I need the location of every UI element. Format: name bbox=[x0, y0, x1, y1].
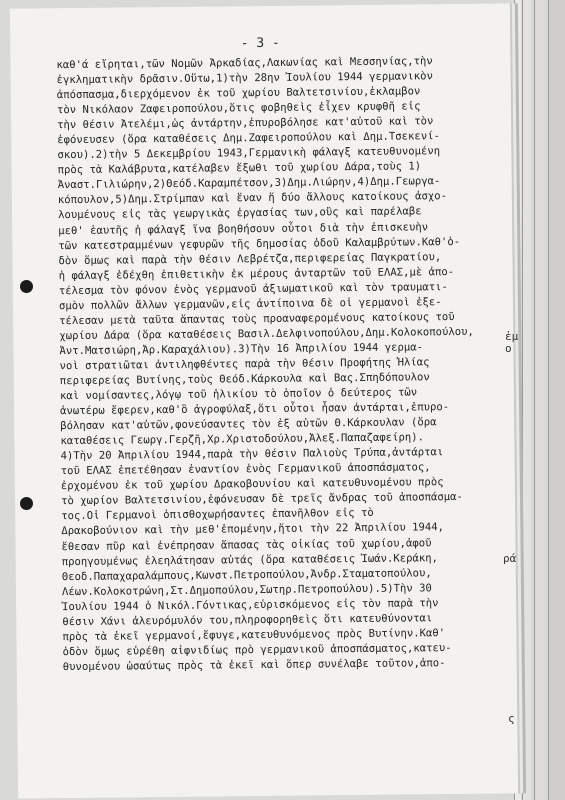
text-line: καταθέσεις Γεωργ.Γερζῆ,Χρ.Χριστοδούλου,Ἀλεξ.Παπαζαφείρη). bbox=[60, 431, 425, 448]
text-line: Ἰουλίου 1944 ὁ Νικόλ.Γόντικας,εὑρισκόμενος εἰς τὸν παρὰ τὴν bbox=[62, 596, 439, 613]
text-line: νοὶ στρατιῶται ἀντιληφθέντες παρὰ τὴν θέσιν Προφήτης Ἠλίας bbox=[59, 356, 430, 373]
text-line: Ἀναστ.Γιλιώρην,2)Θεόδ.Καραμπέτσον,3)Δημ.Λιώρην,4)Δημ.Γεωργα- bbox=[57, 175, 441, 192]
text-line: τὸν Νικόλαον Ζαφειροπούλου,ὅτις φοβηθεὶς ἐἶχεν κρυφθῆ εἰς bbox=[56, 100, 421, 117]
text-line: θέσιν Χάνι ἀλευρόμυλόν του,πληροφορηθεὶς ὅτι κατευθύνονται bbox=[62, 611, 433, 628]
text-line: περιφερείας Βυτίνης,τοὺς Θεόδ.Κάρκουλα καὶ Βας.Σπηδόπουλον bbox=[59, 371, 430, 388]
text-line: καὶ νομίσαντες,λόγῳ τοῦ ἡλικίου τὸ ὁποῖον ὁ δεύτερος τῶν bbox=[59, 386, 418, 403]
text-line: Λέων.Κολοκοτρώνη,Στ.Δημοπούλου,Σωτηρ.Πετροπούλου).5)Τὴν 30 bbox=[61, 581, 432, 598]
text-line: ἐρχομένου ἐκ τοῦ χωρίου Δρακοβουνίου καὶ κατευθυνομένου πρὸς bbox=[60, 476, 444, 493]
text-line: δὸν ὅμως καὶ παρὰ τὴν θέσιν Λεβρέτζα,περιφερείας Παγκρατίου, bbox=[58, 250, 442, 267]
text-line: Δρακοβούνιον καὶ τὴν μεθ'ἐπομένην,ἤτοι τὴν 22 Ἀπριλίου 1944, bbox=[61, 521, 445, 538]
text-line: τος.Οἱ Γερμανοὶ ὀπισθοχωρήσαντες ἐπανῆλθον εἰς τὸ bbox=[61, 507, 374, 523]
text-line: ἔθεσαν πῦρ καὶ ἐνέπρησαν ἅπασας τὰς οἰκίας τοῦ χωρίου,ἀφοῦ bbox=[61, 536, 432, 553]
text-line: ἐγκληματικὴν δρᾶσιν.Οὕτω,1)τὴν 28ην Ἰουλίου 1944 γερμανικὸν bbox=[56, 70, 433, 87]
text-line: ἐφόνευσεν (ὅρα καταθέσεις Δημ.Ζαφειροπούλου καὶ Δημ.Τσεκενί- bbox=[57, 130, 440, 147]
margin-mark: ρά bbox=[503, 552, 517, 565]
document-page bbox=[10, 3, 518, 798]
text-line: χωρίου Δάρα (ὅρα καταθέσεις Βασιλ.Δελφινοπούλου,Δημ.Κολοκοπούλου, bbox=[59, 325, 474, 342]
text-line: τοῦ ΕΛΑΣ ἐπετέθησαν ἐναντίον ἑνὸς Γερμανικοῦ ἀποσπάσματος, bbox=[60, 461, 431, 478]
text-line: βόλησαν κατ'αὐτῶν,φονεύσαντες τὸν ἐξ αὐτῶν Θ.Κάρκουλαν (ὅρα bbox=[60, 416, 437, 433]
text-line: ἡ φάλαγξ ἐδέχθη ἐπιθετικὴν ἐκ μέρους ἀνταρτῶν τοῦ ΕΛΑΣ,μὲ ἀπο- bbox=[58, 265, 455, 282]
text-line: τέλεσαν μετὰ ταῦτα ἅπαντας τοὺς προαναφερομένους κατοίκους τοῦ bbox=[59, 310, 455, 327]
text-line: προηγουμένως ἐλεηλάτησαν αὐτάς (ὅρα καταθέσεις Ἰωάν.Κεράκη, bbox=[61, 551, 439, 568]
stacked-page-edge-2 bbox=[522, 0, 531, 800]
punch-hole-bottom bbox=[20, 497, 33, 510]
text-line: Θεοδ.Παπαχαραλάμπους,Κωνστ.Πετροπούλου,Ἀνδρ.Σταματοπούλου, bbox=[61, 566, 432, 583]
text-line: τέλεσμα τὸν φόνον ἑνὸς γερμανοῦ ἀξιωματικοῦ καὶ τὸν τραυματι- bbox=[58, 280, 448, 297]
text-line: κόπουλον,5)Δημ.Στρίμπαν καὶ ἕναν ἤ δύο ἄλλους κατοίκους ἀσχο- bbox=[57, 190, 447, 207]
text-line: καθ'ά εἴρηται,τῶν Νομῶν Ἀρκαδίας,Λακωνίας καὶ Μεσσηνίας,τὴν bbox=[56, 55, 433, 72]
text-line: σμὸν πολλῶν ἄλλων γερμανῶν,εἰς ἀντίποινα δὲ οἱ γερμανοὶ ἐξε- bbox=[58, 295, 442, 312]
text-line: Ἀντ.Ματσιώρη,Ἀρ.Καραχάλιου).3)Τὴν 16 Ἀπριλίου 1944 γερμα- bbox=[59, 341, 424, 358]
text-line: ὁδὸν ὅμως εὑρέθη αἰφνιδίως πρὸ γερμανικοῦ ἀποσπάσματος,κατευ- bbox=[62, 641, 452, 658]
text-line: τὸ χωρίον Βαλτετσινίου,ἐφόνευσαν δὲ τρεῖς ἄνδρας τοῦ ἀποσπάσμα- bbox=[60, 491, 463, 508]
text-line: σκου).2)τὴν 5 Δεκεμβρίου 1943,Γερμανικὴ φάλαγξ κατευθυνομένη bbox=[57, 145, 441, 162]
text-line: μεθ' ἑαυτῆς ἡ φάλαγξ ἵνα βοηθήσουν οὗτοι διὰ τὴν ἐπισκευὴν bbox=[58, 220, 429, 237]
punch-hole-top bbox=[20, 280, 33, 293]
text-line: λουμένους εἰς τὰς γεωργικὰς ἐργασίας των,οὓς καὶ παρέλαβε bbox=[57, 205, 422, 222]
text-line: ἀνωτέρω ἔφερεν,καθ'ὃ ἀγροφύλαξ,ὅτι οὗτοι ἦσαν ἀντάρται,ἐπυρο- bbox=[60, 401, 450, 418]
document-body bbox=[56, 53, 518, 675]
text-line: πρὸς τὰ ἐκεῖ γερμανοί,ἔφυγε,κατευθυνόμενος πρὸς Βυτίνην.Καθ' bbox=[62, 626, 446, 643]
text-line: πρὸς τὰ Καλάβρυτα,κατέλαβεν ἔξωθι τοῦ χωρίου Δάρα,τοὺς 1) bbox=[57, 160, 422, 177]
page-number: - 3 - bbox=[240, 35, 280, 52]
margin-mark: ἐμ bbox=[505, 330, 519, 343]
stacked-page-edge-3 bbox=[534, 0, 545, 800]
text-line: ἀπόσπασμα,διερχόμενον ἐκ τοῦ χωρίου Βαλτετσινίου,ἐκλαμβον bbox=[56, 85, 421, 102]
text-line: τῶν κατεστραμμένων γεφυρῶν τῆς δημοσίας ὁδοῦ Καλαμβρύτων.Καθ'ὁ- bbox=[58, 235, 461, 252]
text-line: θυνομένου ὡσαύτως πρὸς τὰ ἐκεῖ καὶ ὅπερ συνέλαβε τοῦτον,ἀπο- bbox=[62, 656, 446, 673]
stacked-page-edge-4 bbox=[548, 0, 565, 800]
margin-mark: ο bbox=[505, 342, 512, 355]
text-line: τὴν θέσιν Ἀτελέμι,ὡς ἀντάρτην,ἐπυροβόλησε κατ'αὐτοῦ καὶ τὸν bbox=[57, 115, 434, 132]
text-line: 4)Τὴν 20 Ἀπριλίου 1944,παρὰ τὴν θέσιν Παλιοὺς Τρύπα,ἀντάρται bbox=[60, 446, 444, 463]
margin-mark: ς bbox=[508, 712, 515, 725]
